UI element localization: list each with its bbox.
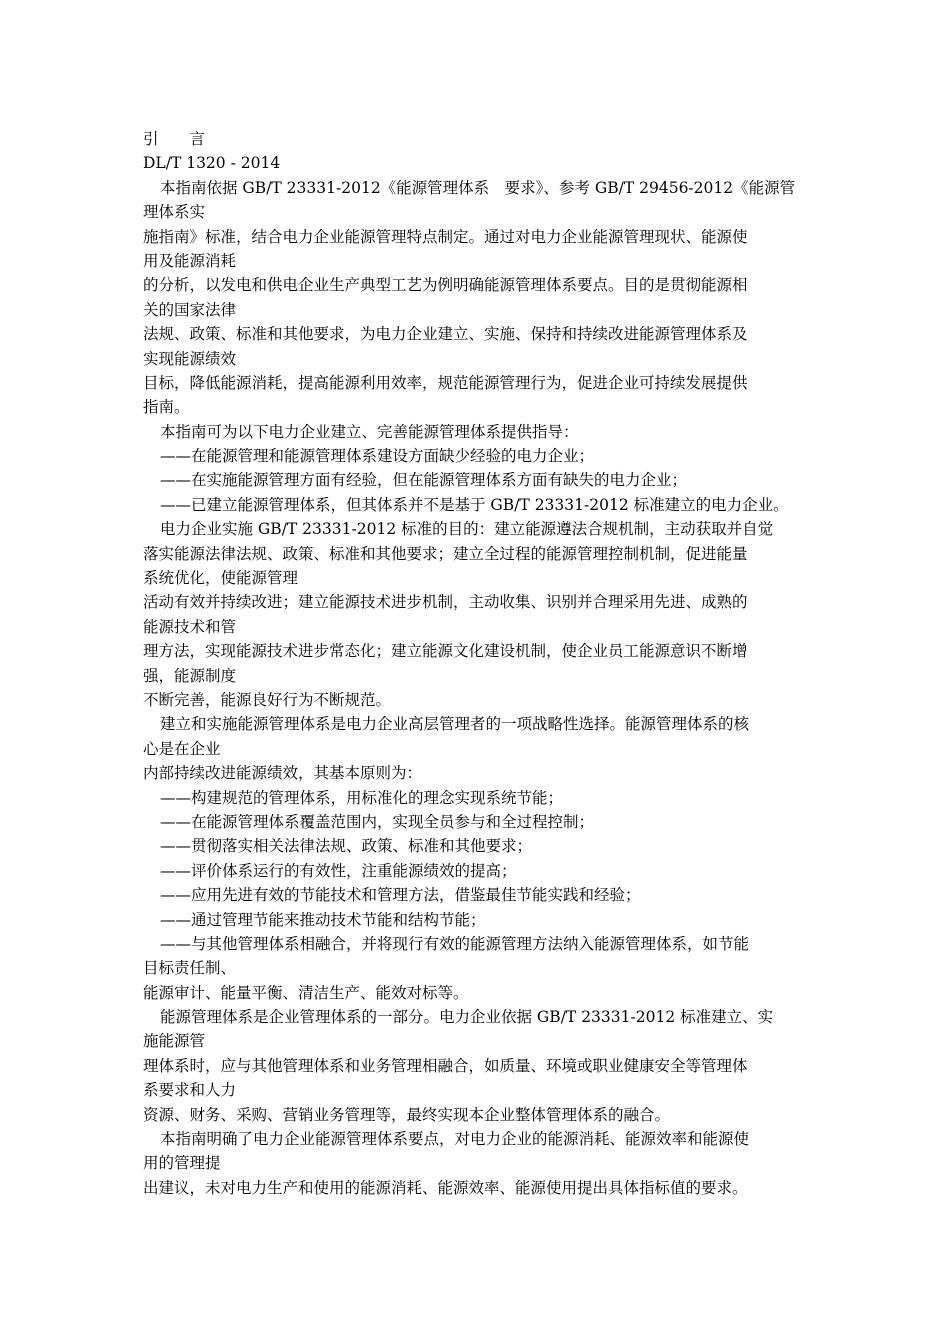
paragraph-line: 本指南可为以下电力企业建立、完善能源管理体系提供指导： (160, 422, 579, 441)
paragraph-line: 能源审计、能量平衡、清洁生产、能效对标等。 (143, 983, 469, 1002)
paragraph-line: 施指南》标准，结合电力企业能源管理特点制定。通过对电力企业能源管理现状、能源使 (143, 227, 748, 246)
paragraph-line: 不断完善，能源良好行为不断规范。 (143, 690, 392, 709)
paragraph-line: 本指南明确了电力企业能源管理体系要点，对电力企业的能源消耗、能源效率和能源使 (160, 1130, 750, 1149)
paragraph-line: 出建议，未对电力生产和使用的能源消耗、能源效率、能源使用提出具体指标值的要求。 (143, 1178, 748, 1197)
paragraph-line: ——已建立能源管理体系，但其体系并不是基于 GB/T 23331-2012 标准建立的电力企业。 (160, 495, 789, 514)
paragraph-line: ——通过管理节能来推动技术节能和结构节能； (160, 910, 486, 929)
paragraph-line: 心是在企业 (143, 739, 221, 758)
paragraph-line: 法规、政策、标准和其他要求，为电力企业建立、实施、保持和持续改进能源管理体系及 (143, 325, 748, 344)
paragraph-line: 强，能源制度 (143, 666, 237, 685)
paragraph-line: 电力企业实施 GB/T 23331-2012 标准的目的：建立能源遵法合规机制，主动获取并自觉 (160, 520, 774, 539)
paragraph-line: ——评价体系运行的有效性，注重能源绩效的提高； (160, 861, 517, 880)
paragraph-line: 理方法，实现能源技术进步常态化；建立能源文化建设机制，使企业员工能源意识不断增 (143, 642, 748, 661)
document-code: DL/T 1320 - 2014 (143, 154, 281, 173)
paragraph-line: 施能源管 (143, 1032, 206, 1051)
document-heading: 引 言 (143, 130, 206, 148)
document-body (143, 176, 813, 1200)
paragraph-line: 落实能源法律法规、政策、标准和其他要求；建立全过程的能源管理控制机制，促进能量 (143, 544, 748, 563)
paragraph-line: 能源技术和管 (143, 617, 237, 636)
paragraph-line: 能源管理体系是企业管理体系的一部分。电力企业依据 GB/T 23331-2012 标准建立、实 (160, 1008, 774, 1027)
paragraph-line: 实现能源绩效 (143, 349, 237, 368)
paragraph-line: ——在能源管理体系覆盖范围内，实现全员参与和全过程控制； (160, 812, 595, 831)
paragraph-line: ——与其他管理体系相融合，并将现行有效的能源管理方法纳入能源管理体系，如节能 (160, 934, 750, 953)
paragraph-line: ——构建规范的管理体系，用标准化的理念实现系统节能； (160, 788, 564, 807)
paragraph-line: 活动有效并持续改进；建立能源技术进步机制，主动收集、识别并合理采用先进、成熟的 (143, 593, 748, 612)
paragraph-line: 用的管理提 (143, 1154, 221, 1173)
paragraph-line: 系统优化，使能源管理 (143, 569, 299, 588)
paragraph-line: ——在能源管理和能源管理体系建设方面缺少经验的电力企业； (160, 447, 595, 466)
paragraph-line: ——贯彻落实相关法律法规、政策、标准和其他要求； (160, 837, 533, 856)
paragraph-line: 本指南依据 GB/T 23331-2012《能源管理体系 要求》、参考 GB/T 29456-2012《能源管 (160, 178, 796, 197)
paragraph-line: 关的国家法律 (143, 300, 237, 319)
paragraph-line: 用及能源消耗 (143, 251, 237, 270)
paragraph-line: 的分析，以发电和供电企业生产典型工艺为例明确能源管理体系要点。目的是贯彻能源相 (143, 276, 748, 295)
paragraph-line: 建立和实施能源管理体系是电力企业高层管理者的一项战略性选择。能源管理体系的核 (160, 715, 750, 734)
paragraph-line: ——在实施能源管理方面有经验，但在能源管理体系方面有缺失的电力企业； (160, 471, 688, 490)
paragraph-line: 指南。 (143, 398, 190, 417)
paragraph-line: ——应用先进有效的节能技术和管理方法，借鉴最佳节能实践和经验； (160, 886, 641, 905)
document-page (143, 127, 813, 1200)
paragraph-line: 系要求和人力 (143, 1081, 237, 1100)
paragraph-line: 理体系实 (143, 203, 206, 222)
paragraph-line: 内部持续改进能源绩效，其基本原则为： (143, 764, 423, 783)
paragraph-line: 资源、财务、采购、营销业务管理等，最终实现本企业整体管理体系的融合。 (143, 1105, 671, 1124)
paragraph-line: 目标，降低能源消耗，提高能源利用效率，规范能源管理行为，促进企业可持续发展提供 (143, 373, 748, 392)
paragraph-line: 理体系时，应与其他管理体系和业务管理相融合，如质量、环境或职业健康安全等管理体 (143, 1056, 748, 1075)
paragraph-line: 目标责任制、 (143, 959, 237, 978)
